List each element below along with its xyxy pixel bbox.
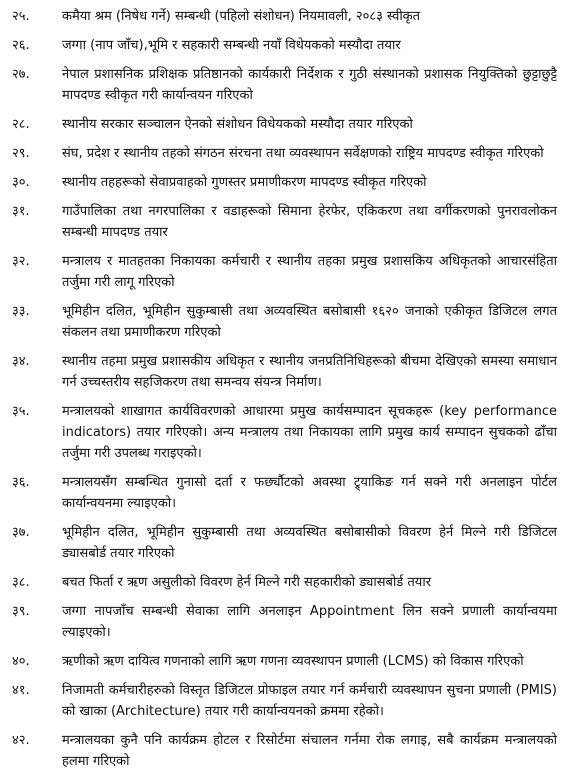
item-number: ३८. [12,575,30,590]
item-text: निजामती कर्मचारीहरुको विस्तृत डिजिटल प्रोफाइल तयार गर्न कर्मचारी व्यवस्थापन सुचना प्रणाली (PMIS) को खाका (Architecture) तयार गरी कार्यान्वयनको क्रममा रहेको। [62,683,557,719]
list-item [12,301,557,343]
item-number: ४०. [12,654,30,669]
item-number: ३४. [12,354,30,369]
item-text: भूमिहीन दलित, भूमिहीन सुकुम्बासी तथा अव्यवस्थित बसोबासी १६२० जनाको एकीकृत डिजिटल लगत संकलन तथा प्रमाणीकरण गरिएको [62,304,557,340]
item-number: ३२. [12,254,30,269]
item-text: जग्गा नापजाँच सम्बन्धी सेवाका लागि अनलाइन Appointment लिन सक्ने प्रणाली कार्यान्वयमा ल्याइएको। [62,604,557,640]
item-text: भूमिहीन दलित, भूमिहीन सुकुम्बासी तथा अव्यवस्थित बसोबासीको विवरण हेर्न मिल्ने गरी डिजिटल ड्यासबोर्ड तयार गरिएको [62,525,557,561]
list-item [12,143,557,164]
item-text: जग्गा (नाप जाँच),भूमि र सहकारी सम्बन्धी नयाँ विधेयकको मस्यौदा तयार [62,38,401,53]
list-item [12,351,557,393]
list-item [12,172,557,193]
item-text: मन्त्रालयको शाखागत कार्यविवरणको आधारमा प्रमुख कार्यसम्पादन सूचकहरू (key performance indicators) तयार गरिएको। अन्य मन्त्रालय तथा निकायका लागि प्रमुख कार्य सम्पादन सुचकको ढाँचा तर्जुमा गरी उपलब्ध गराइएको। [62,404,557,461]
item-text: स्थानीय तहमा प्रमुख प्रशासकीय अधिकृत र स्थानीय जनप्रतिनिधिहरूको बीचमा देखिएको समस्या समाधान गर्न उच्चस्तरीय सहजिकरण तथा समन्वय संयन्त्र निर्माण। [62,354,557,390]
item-number: ३१. [12,204,30,219]
item-text: स्थानीय तहहरूको सेवाप्रवाहको गुणस्तर प्रमाणीकरण मापदण्ड स्वीकृत गरिएको [62,175,427,190]
item-number: २५. [12,9,30,24]
item-number: ४१. [12,683,30,698]
item-number: ३९. [12,604,30,619]
item-text: संघ, प्रदेश र स्थानीय तहको संगठन संरचना तथा व्यवस्थापन सर्वेक्षणको राष्ट्रिय मापदण्ड स्वीकृत गरिएको [62,146,544,161]
list-item [12,401,557,464]
item-number: ४२. [12,733,30,748]
list-item [12,680,557,722]
item-number: ३०. [12,175,30,190]
item-text: मन्त्रालय र मातहतका निकायका कर्मचारी र स्थानीय तहका प्रमुख प्रशासकिय अधिकृतको आचारसंहिता तर्जुमा गरी लागू गरिएको [62,254,557,290]
list-item [12,64,557,106]
list-item [12,6,557,27]
list-item [12,601,557,643]
item-number: ३५. [12,404,30,419]
item-text: मन्त्रालयसँग सम्बन्धित गुनासो दर्ता र फर्छ्यौटको अवस्था ट्र्याकिङ गर्न सक्ने गरी अनलाइन पोर्टल कार्यान्वयनमा ल्याइएको। [62,475,557,511]
list-item [12,572,557,593]
item-number: २८. [12,117,30,132]
item-number: २९. [12,146,30,161]
item-text: मन्त्रालयका कुनै पनि कार्यक्रम होटल र रिसोर्टमा संचालन गर्नमा रोक लगाइ, सबै कार्यक्रम मन्त्रालयको हलमा गरिएको [62,733,557,769]
list-item [12,251,557,293]
item-text: नेपाल प्रशासनिक प्रशिक्षक प्रतिष्ठानको कार्यकारी निर्देशक र गुठी संस्थानको प्रशासक नियुक्तिको छुट्टाछुट्टै मापदण्ड स्वीकृत गरी कार्यान्वयन गरिएको [62,67,557,103]
item-number: ३३. [12,304,30,319]
list-item [12,522,557,564]
list-item [12,651,557,672]
list-item [12,472,557,514]
list-item [12,201,557,243]
item-number: ३६. [12,475,30,490]
list-item [12,35,557,56]
item-text: बचत फिर्ता र ऋण असुलीको विवरण हेर्न मिल्ने गरी सहकारीको ड्यासबोर्ड तयार [62,575,432,590]
item-number: २७. [12,67,30,82]
list-item [12,114,557,135]
list-item [12,730,557,772]
item-text: कमैया श्रम (निषेध गर्ने) सम्बन्धी (पहिलो संशोधन) नियमावली, २०८३ स्वीकृत [62,9,421,24]
item-text: गाउँपालिका तथा नगरपालिका र वडाहरूको सिमाना हेरफेर, एकिकरण तथा वर्गीकरणको पुनरावलोकन सम्बन्धी मापदण्ड तयार [62,204,557,240]
item-number: ३७. [12,525,30,540]
item-text: ऋणीको ऋण दायित्व गणनाको लागि ऋण गणना व्यवस्थापन प्रणाली (LCMS) को विकास गरिएको [62,654,524,669]
item-text: स्थानीय सरकार सञ्चालन ऐनको संशोधन विधेयकको मस्यौदा तयार गरिएको [62,117,413,132]
item-number: २६. [12,38,30,53]
